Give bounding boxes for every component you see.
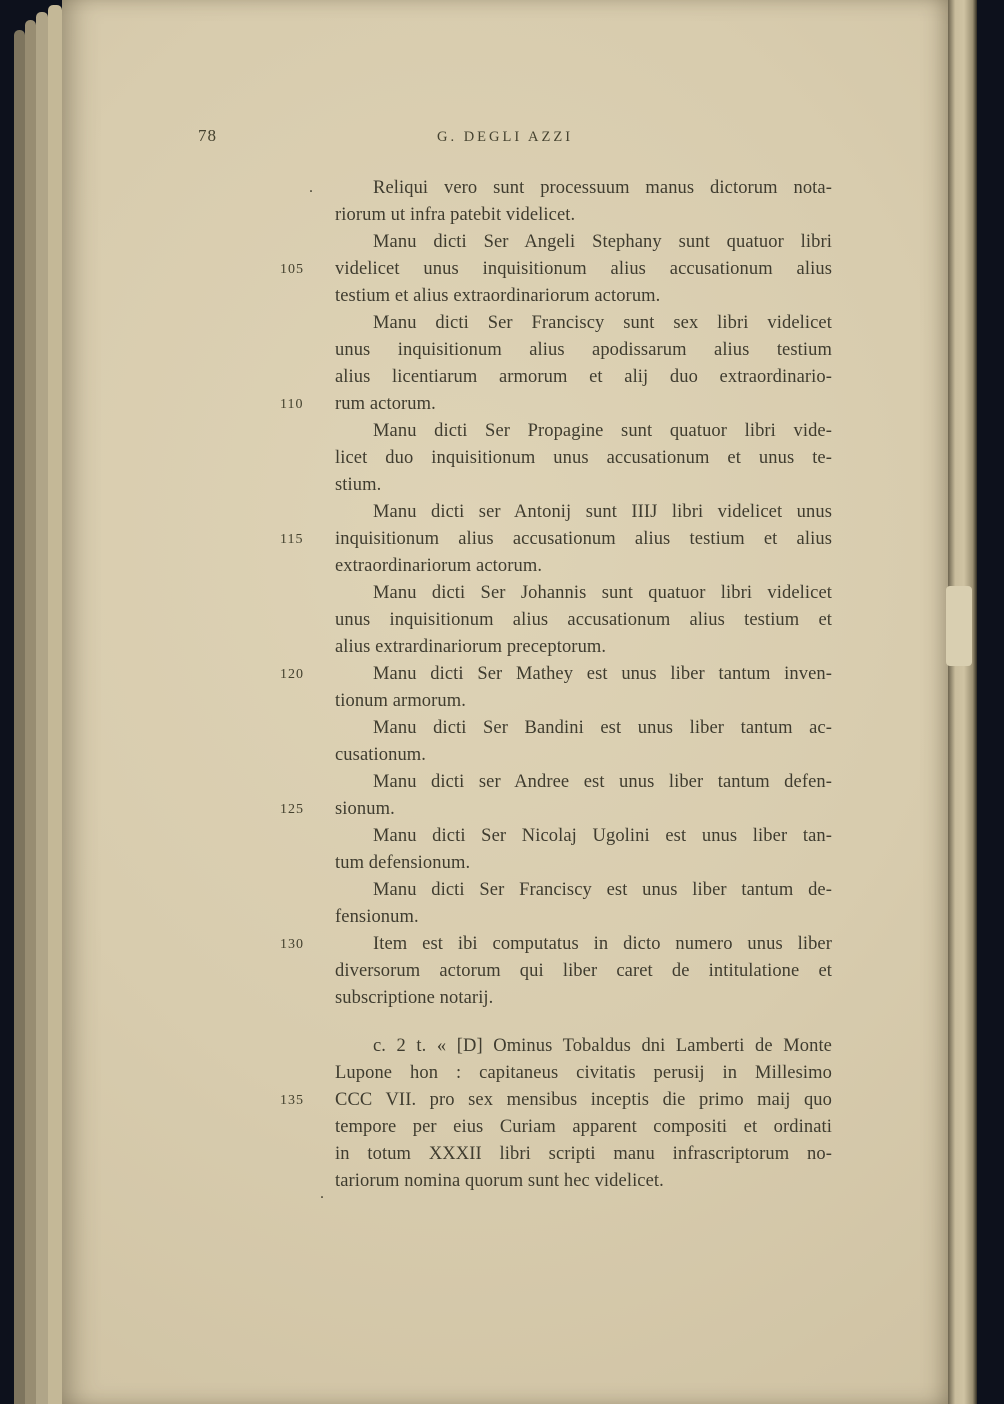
text-line [335,742,832,769]
text-line [335,499,832,526]
text-line [335,1060,832,1087]
text-line [280,526,832,553]
text-line [335,607,832,634]
text-line [335,580,832,607]
paragraph [280,1033,832,1195]
text-line [335,175,832,202]
line-text: subscriptione notarij. [335,988,494,1008]
text-line [280,661,832,688]
line-text: in totum XXXII libri scripti manu infrascriptorum no- [335,1144,832,1164]
line-text: Item est ibi computatus in dicto numero unus liber [373,934,832,954]
line-text: Manu dicti Ser Propagine sunt quatuor libri vide- [373,421,832,441]
line-text: unus inquisitionum alius apodissarum alius testium [335,340,832,360]
text-line [335,1114,832,1141]
line-text: Manu dicti Ser Franciscy sunt sex libri videlicet [373,313,832,333]
line-text: extraordinariorum actorum. [335,556,543,576]
page-edge-strip [36,12,48,1404]
line-text: rum actorum. [335,394,436,414]
text-line [335,472,832,499]
text-line [335,1168,832,1195]
line-text: inquisitionum alius accusationum alius testium et alius [335,529,832,549]
text-line [335,850,832,877]
line-text: fensionum. [335,907,419,927]
line-number: 115 [280,532,304,547]
text-line [280,391,832,418]
text-line [335,823,832,850]
text-line [335,877,832,904]
text-line [335,715,832,742]
stray-mark: . [320,1185,324,1202]
paragraph [335,175,832,229]
line-text: Manu dicti Ser Nicolaj Ugolini est unus liber tan- [373,826,832,846]
line-number: 130 [280,937,304,952]
text-line [280,796,832,823]
paragraph [280,931,832,1012]
line-text: Manu dicti Ser Johannis sunt quatuor libri videlicet [373,583,832,603]
stray-mark: . [309,179,313,196]
text-line [335,1141,832,1168]
text-line [335,634,832,661]
line-text: Manu dicti ser Antonij sunt IIIJ libri videlicet unus [373,502,832,522]
text-line [335,1033,832,1060]
paragraph [280,769,832,823]
line-text: Lupone hon : capitaneus civitatis perusij in Millesimo [335,1063,832,1083]
line-text: Manu dicti Ser Bandini est unus liber tantum ac- [373,718,832,738]
line-text: licet duo inquisitionum unus accusationum et unus te- [335,448,832,468]
line-number: 125 [280,802,304,817]
text-line [335,364,832,391]
line-number: 110 [280,397,304,412]
line-text: riorum ut infra patebit videlicet. [335,205,576,225]
paragraph [335,580,832,661]
line-text: alius licentiarum armorum et alij duo extraordinario- [335,367,832,387]
line-text: sionum. [335,799,395,819]
text-block [280,175,832,1195]
line-text: tionum armorum. [335,691,466,711]
paragraph [280,310,832,418]
line-number: 120 [280,667,304,682]
text-line [335,337,832,364]
line-text: diversorum actorum qui liber caret de intitulatione et [335,961,832,981]
page-edge-strip [25,20,36,1404]
line-text: alius extrardinariorum preceptorum. [335,637,607,657]
line-text: Manu dicti Ser Angeli Stephany sunt quatuor libri [373,232,832,252]
text-line [335,310,832,337]
text-line [335,553,832,580]
text-line [280,931,832,958]
line-text: tariorum nomina quorum sunt hec videlicet. [335,1171,664,1191]
text-line [335,283,832,310]
text-line [335,445,832,472]
book-page [62,0,948,1404]
line-text: unus inquisitionum alius accusationum alius testium et [335,610,832,630]
adjacent-page-edge [948,0,977,1404]
running-title: G. DEGLI AZZI [436,129,574,145]
line-text: tempore per eius Curiam apparent compositi et ordinati [335,1117,832,1137]
line-text: c. 2 t. « [D] Ominus Tobaldus dni Lamberti de Monte [373,1036,832,1056]
line-text: stium. [335,475,382,495]
text-line [280,1087,832,1114]
paragraph [280,499,832,580]
line-text: tum defensionum. [335,853,471,873]
line-text: CCC VII. pro sex mensibus inceptis die primo maij quo [335,1090,832,1110]
line-text: Manu dicti Ser Franciscy est unus liber tantum de- [373,880,832,900]
paragraph [335,877,832,931]
text-line [335,202,832,229]
page-edge-strip [48,5,62,1404]
text-line [335,229,832,256]
page-edge-strip [14,30,25,1404]
text-line [335,688,832,715]
paragraph [280,661,832,715]
line-text: Manu dicti ser Andree est unus liber tantum defen- [373,772,832,792]
paragraph [335,715,832,769]
line-text: cusationum. [335,745,427,765]
line-text: Reliqui vero sunt processuum manus dictorum nota- [373,178,832,198]
line-text: Manu dicti Ser Mathey est unus liber tantum inven- [373,664,832,684]
line-number: 135 [280,1093,304,1108]
text-line [280,256,832,283]
text-line [335,418,832,445]
page-edge-notch [946,586,972,666]
text-line [335,769,832,796]
line-text: testium et alius extraordinariorum actorum. [335,286,661,306]
text-line [335,958,832,985]
line-number: 105 [280,262,304,277]
page-number: 78 [198,126,217,145]
text-line [335,904,832,931]
line-text: videlicet unus inquisitionum alius accusationum alius [335,259,832,279]
paragraph [280,229,832,310]
text-line [335,985,832,1012]
paragraph [335,418,832,499]
paragraph [335,823,832,877]
